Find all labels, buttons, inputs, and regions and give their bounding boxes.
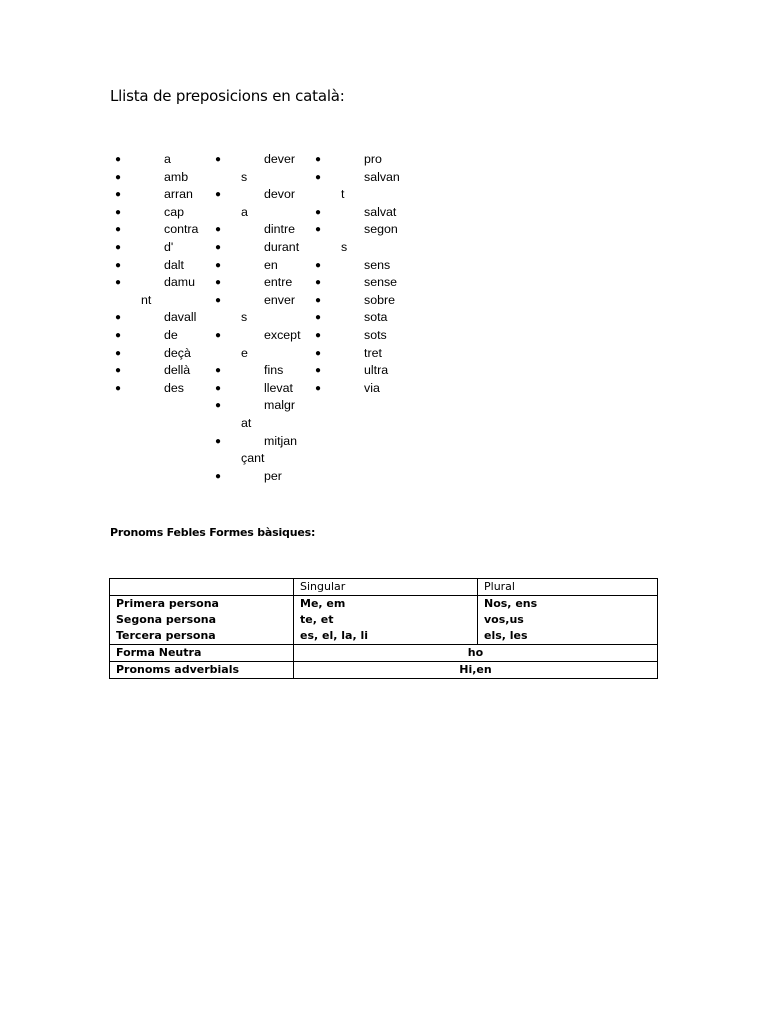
preposition-text: sobre xyxy=(364,292,395,307)
preposition-item xyxy=(115,257,215,275)
singular-value: Me, em xyxy=(300,597,346,610)
bullet-icon: ● xyxy=(115,154,122,165)
preposition-text: dellà xyxy=(164,363,191,378)
bullet-icon: ● xyxy=(215,277,222,289)
preposition-item xyxy=(315,221,415,256)
preposition-item xyxy=(115,239,215,257)
preposition-item xyxy=(215,397,315,432)
preposition-item xyxy=(115,309,215,327)
preposition-text: durant xyxy=(264,239,300,254)
preposition-text: amb xyxy=(164,169,189,184)
preposition-text: de xyxy=(164,327,178,342)
person-label: Primera persona xyxy=(116,597,219,610)
bullet-icon: ● xyxy=(315,347,322,359)
preposition-text: salvat xyxy=(364,204,397,219)
preposition-item xyxy=(115,327,215,345)
preposition-item xyxy=(215,221,315,239)
preposition-item xyxy=(215,292,315,327)
preposition-text: sota xyxy=(364,310,388,325)
bullet-icon: ● xyxy=(315,277,322,289)
preposition-item xyxy=(215,151,315,186)
preposition-text: a xyxy=(241,204,248,219)
bullet-icon: ● xyxy=(115,347,122,359)
preposition-item xyxy=(115,362,215,380)
preposition-text: davall xyxy=(164,310,197,325)
bullet-icon: ● xyxy=(315,329,322,341)
header-cell-plural: Plural xyxy=(478,579,658,596)
preposition-item xyxy=(115,274,215,309)
preposition-item xyxy=(315,327,415,345)
preposition-text: a xyxy=(164,152,171,166)
preposition-item xyxy=(115,169,215,187)
preposition-item xyxy=(315,309,415,327)
table-header-row xyxy=(110,579,658,596)
bullet-icon: ● xyxy=(115,365,122,377)
preposition-item xyxy=(315,257,415,275)
preposition-text: sots xyxy=(364,327,387,342)
bullet-icon: ● xyxy=(315,259,322,271)
preposition-text: sense xyxy=(364,275,398,290)
plural-value: els, les xyxy=(484,629,528,642)
bullet-icon: ● xyxy=(315,382,322,394)
bullet-icon: ● xyxy=(215,241,222,253)
bullet-icon: ● xyxy=(115,171,122,183)
preposition-item xyxy=(215,433,315,468)
preposition-text: nt xyxy=(141,292,152,307)
preposition-text: except xyxy=(264,327,301,342)
preposition-text: mitjan xyxy=(264,433,298,448)
person-label: Segona persona xyxy=(116,613,217,626)
bullet-icon: ● xyxy=(215,435,222,447)
section-subtitle: Pronoms Febles Formes bàsiques: xyxy=(110,526,316,539)
preposition-text: tret xyxy=(364,345,382,360)
header-cell-empty xyxy=(110,579,294,596)
preposition-text: damu xyxy=(164,275,195,290)
preposition-item xyxy=(315,292,415,310)
preposition-text: contra xyxy=(164,222,199,237)
bullet-icon: ● xyxy=(115,329,122,341)
bullet-icon: ● xyxy=(115,189,122,201)
bullet-icon: ● xyxy=(215,224,222,236)
adverbials-value: Hi,en xyxy=(294,662,658,679)
preposition-text: dintre xyxy=(264,222,295,237)
bullet-icon: ● xyxy=(115,259,122,271)
bullet-icon: ● xyxy=(215,470,222,482)
bullet-icon: ● xyxy=(315,154,322,165)
preposition-item xyxy=(215,239,315,257)
plural-value: vos,us xyxy=(484,613,524,626)
preposition-text: llevat xyxy=(264,380,293,395)
preposition-item xyxy=(315,345,415,363)
preposition-item xyxy=(215,327,315,362)
preposition-text: ultra xyxy=(364,363,389,378)
preposition-text: dalt xyxy=(164,257,184,272)
preposition-text: s xyxy=(241,169,248,184)
preposition-text: sens xyxy=(364,257,391,272)
preposition-column-3 xyxy=(315,151,415,397)
preposition-item xyxy=(115,151,215,169)
bullet-icon: ● xyxy=(115,224,122,236)
bullet-icon: ● xyxy=(315,206,322,218)
preposition-text: enver xyxy=(264,292,295,307)
preposition-column-2 xyxy=(215,151,315,485)
bullet-icon: ● xyxy=(315,224,322,236)
preposition-text: malgr xyxy=(264,398,295,413)
preposition-text: s xyxy=(341,239,348,254)
bullet-icon: ● xyxy=(115,382,122,394)
bullet-icon: ● xyxy=(215,382,222,394)
preposition-text: salvan xyxy=(364,169,400,184)
bullet-icon: ● xyxy=(215,154,222,165)
preposition-text: en xyxy=(264,257,278,272)
preposition-text: at xyxy=(241,415,252,430)
header-cell-singular: Singular xyxy=(294,579,478,596)
bullet-icon: ● xyxy=(115,312,122,324)
preposition-item xyxy=(215,380,315,398)
bullet-icon: ● xyxy=(315,312,322,324)
preposition-item xyxy=(215,362,315,380)
preposition-item xyxy=(315,169,415,204)
preposition-text: d' xyxy=(164,239,174,254)
preposition-item xyxy=(215,257,315,275)
preposition-text: devor xyxy=(264,187,295,202)
preposition-text: arran xyxy=(164,187,193,202)
preposition-item xyxy=(115,204,215,222)
persons-labels-cell xyxy=(110,596,294,645)
plural-value: Nos, ens xyxy=(484,597,538,610)
preposition-item xyxy=(315,362,415,380)
preposition-text: çant xyxy=(241,451,265,466)
preposition-item xyxy=(315,151,415,169)
preposition-text: segon xyxy=(364,222,398,237)
bullet-icon: ● xyxy=(215,400,222,412)
bullet-icon: ● xyxy=(215,259,222,271)
bullet-icon: ● xyxy=(115,206,122,218)
preposition-text: e xyxy=(241,345,248,360)
bullet-icon: ● xyxy=(115,241,122,253)
neutra-value: ho xyxy=(294,645,658,662)
preposition-item xyxy=(215,274,315,292)
table-row-adverbials xyxy=(110,662,658,679)
preposition-item xyxy=(215,186,315,221)
preposition-item xyxy=(315,204,415,222)
bullet-icon: ● xyxy=(215,189,222,201)
preposition-text: pro xyxy=(364,152,382,166)
preposition-text: fins xyxy=(264,363,284,378)
page-title: Llista de preposicions en català: xyxy=(110,87,345,105)
preposition-text: t xyxy=(341,187,345,202)
singular-value: es, el, la, li xyxy=(300,629,368,642)
person-label: Tercera persona xyxy=(116,629,216,642)
preposition-text: cap xyxy=(164,204,184,219)
preposition-item xyxy=(115,221,215,239)
bullet-icon: ● xyxy=(315,294,322,306)
preposition-text: via xyxy=(364,380,380,395)
preposition-text: entre xyxy=(264,275,293,290)
bullet-icon: ● xyxy=(215,294,222,306)
preposition-text: s xyxy=(241,310,248,325)
preposition-item xyxy=(315,274,415,292)
preposition-item xyxy=(115,345,215,363)
bullet-icon: ● xyxy=(315,171,322,183)
preposition-text: per xyxy=(264,468,282,483)
neutra-label: Forma Neutra xyxy=(110,645,294,662)
preposition-item xyxy=(315,380,415,398)
preposition-column-1 xyxy=(115,151,215,397)
pronouns-table xyxy=(109,578,658,679)
singular-value: te, et xyxy=(300,613,334,626)
singular-cell xyxy=(294,596,478,645)
preposition-text: deçà xyxy=(164,345,191,360)
preposition-text: des xyxy=(164,380,184,395)
bullet-icon: ● xyxy=(315,365,322,377)
preposition-text: dever xyxy=(264,152,295,166)
bullet-icon: ● xyxy=(115,277,122,289)
preposition-item xyxy=(215,468,315,486)
adverbials-label: Pronoms adverbials xyxy=(110,662,294,679)
preposition-item xyxy=(115,380,215,398)
plural-cell xyxy=(478,596,658,645)
preposition-item xyxy=(115,186,215,204)
table-row-persons xyxy=(110,596,658,645)
bullet-icon: ● xyxy=(215,365,222,377)
table-row-neutra xyxy=(110,645,658,662)
bullet-icon: ● xyxy=(215,329,222,341)
